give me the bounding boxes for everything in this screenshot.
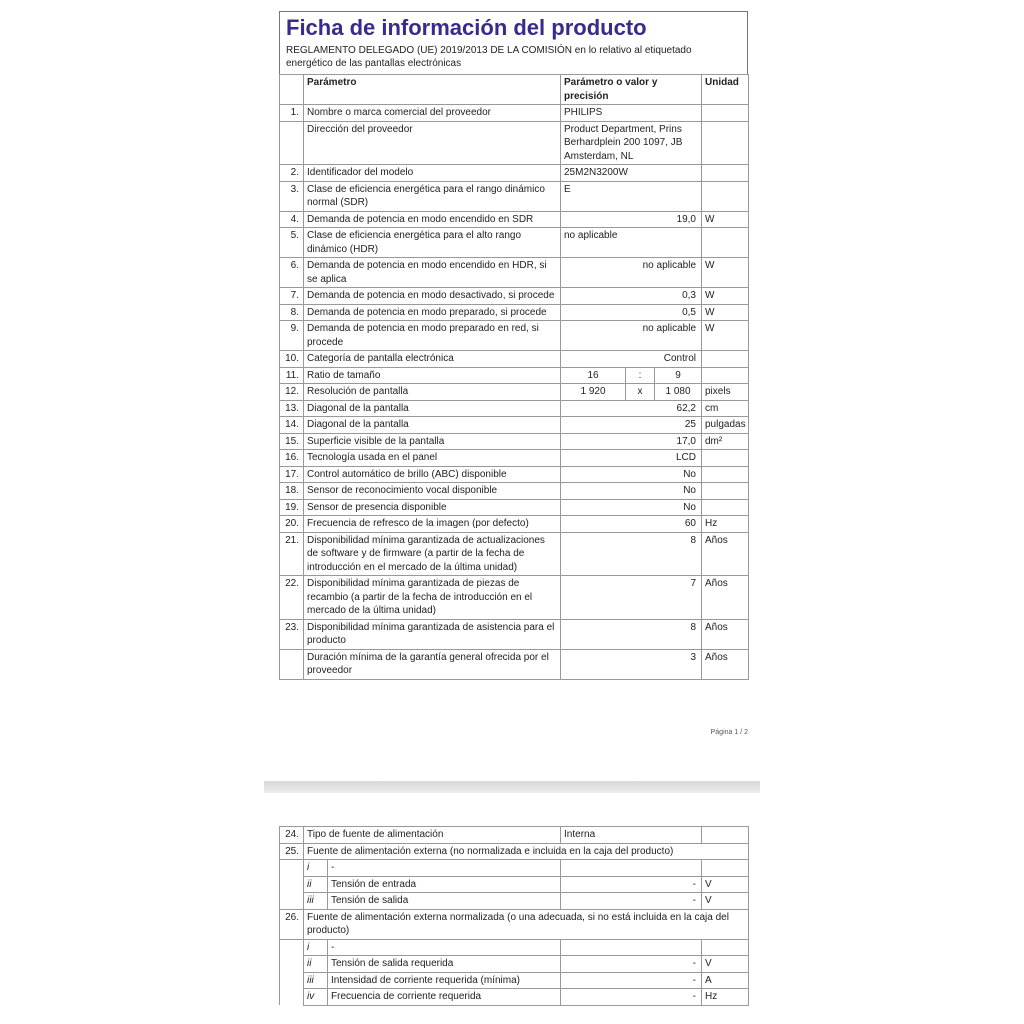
row-number: 16. [280,450,304,467]
table-row [280,466,749,483]
table-row [280,367,749,384]
row-parameter: Nombre o marca comercial del proveedor [304,105,561,122]
table-row [280,321,749,351]
row-unit: pixels [702,384,749,401]
row-unit: Años [702,532,749,576]
row-unit: Años [702,576,749,620]
table-row [280,576,749,620]
table-row [280,105,749,122]
row-parameter: Categoría de pantalla electrónica [304,351,561,368]
row-unit: W [702,321,749,351]
row-value: 0,3 [561,288,702,305]
row-number: 2. [280,165,304,182]
product-info-page-1 [279,11,748,736]
row-number: 9. [280,321,304,351]
row-value: No [561,483,702,500]
table-row [280,417,749,434]
resolution-value: 1 920 x 1 080 [561,384,702,401]
row-unit: Hz [702,516,749,533]
product-info-page-2 [279,826,748,1006]
row-number: 14. [280,417,304,434]
row-unit [702,165,749,182]
row-number [280,121,304,165]
row-parameter: Disponibilidad mínima garantizada de piezas de recambio (a partir de la fecha de introducción en el mercado de la última unidad) [304,576,561,620]
row-number: 20. [280,516,304,533]
row-parameter: Demanda de potencia en modo preparado, si procede [304,304,561,321]
row-value: 8 [561,532,702,576]
sub-row: iii Intensidad de corriente requerida (mínima) - A [280,972,749,989]
table-row: 25. Fuente de alimentación externa (no normalizada e incluida en la caja del producto) [280,843,749,860]
row-value: No [561,466,702,483]
header-unit: Unidad [702,75,749,105]
table-row [280,483,749,500]
row-unit [702,367,749,384]
sub-row: iii Tensión de salida - V [280,893,749,910]
row-unit [702,181,749,211]
row-number: 22. [280,576,304,620]
row-unit: W [702,304,749,321]
row-number: 10. [280,351,304,368]
row-unit [702,121,749,165]
row-parameter: Frecuencia de refresco de la imagen (por defecto) [304,516,561,533]
row-value: no aplicable [561,321,702,351]
row-value: 3 [561,649,702,679]
row-parameter: Demanda de potencia en modo encendido en HDR, si se aplica [304,258,561,288]
row-unit: W [702,288,749,305]
row-value: 25 [561,417,702,434]
row-value: 8 [561,619,702,649]
row-unit: pulgadas [702,417,749,434]
table-row [280,211,749,228]
table-row: 24. Tipo de fuente de alimentación Interna [280,827,749,844]
row-number: 15. [280,433,304,450]
row-unit: Años [702,649,749,679]
row-number [280,649,304,679]
row-number: 18. [280,483,304,500]
row-parameter: Identificador del modelo [304,165,561,182]
row-parameter: Diagonal de la pantalla [304,417,561,434]
row-unit [702,483,749,500]
row-number: 21. [280,532,304,576]
row-unit: W [702,258,749,288]
sub-row: iv Frecuencia de corriente requerida - Hz [280,989,749,1006]
row-unit: cm [702,400,749,417]
row-parameter: Disponibilidad mínima garantizada de actualizaciones de software y de firmware (a partir de la fecha de introducción en el mercado de la última unidad) [304,532,561,576]
row-parameter: Sensor de reconocimiento vocal disponible [304,483,561,500]
ratio-value: 16 : 9 [561,367,702,384]
row-number: 17. [280,466,304,483]
table-row [280,304,749,321]
page-separator [264,781,760,793]
row-parameter: Disponibilidad mínima garantizada de asistencia para el producto [304,619,561,649]
title-box [279,11,748,74]
table-row [280,228,749,258]
row-value: 19,0 [561,211,702,228]
sub-row: i - [280,860,749,877]
row-parameter: Resolución de pantalla [304,384,561,401]
row-value: PHILIPS [561,105,702,122]
sub-row: i - [280,939,749,956]
row-number: 5. [280,228,304,258]
table-row [280,258,749,288]
table-row: 26. Fuente de alimentación externa normalizada (o una adecuada, si no está incluida en la caja del producto) [280,909,749,939]
row-number: 23. [280,619,304,649]
row-unit [702,228,749,258]
row-number: 19. [280,499,304,516]
row-parameter: Demanda de potencia en modo preparado en red, si procede [304,321,561,351]
power-supply-table [279,826,749,1006]
row-unit [702,351,749,368]
row-unit [702,499,749,516]
row-number: 12. [280,384,304,401]
row-unit: Años [702,619,749,649]
table-row [280,400,749,417]
row-value: 25M2N3200W [561,165,702,182]
row-parameter: Demanda de potencia en modo encendido en SDR [304,211,561,228]
product-info-table [279,74,749,680]
row-value: no aplicable [561,228,702,258]
header-param: Parámetro [304,75,561,105]
row-number: 7. [280,288,304,305]
table-row [280,532,749,576]
page-number: Página 1 / 2 [710,729,748,736]
table-row [280,121,749,165]
row-unit [702,105,749,122]
row-number: 4. [280,211,304,228]
table-row [280,516,749,533]
row-parameter: Ratio de tamaño [304,367,561,384]
table-row [280,165,749,182]
table-row [280,384,749,401]
row-number: 6. [280,258,304,288]
table-row [280,351,749,368]
table-row [280,288,749,305]
row-parameter: Sensor de presencia disponible [304,499,561,516]
row-value: Product Department, Prins Berhardplein 200 1097, JB Amsterdam, NL [561,121,702,165]
row-parameter: Demanda de potencia en modo desactivado, si procede [304,288,561,305]
row-value: 0,5 [561,304,702,321]
row-parameter: Duración mínima de la garantía general ofrecida por el proveedor [304,649,561,679]
row-parameter: Diagonal de la pantalla [304,400,561,417]
row-value: 7 [561,576,702,620]
row-number: 3. [280,181,304,211]
row-parameter: Tecnología usada en el panel [304,450,561,467]
header-value: Parámetro o valor y precisión [561,75,702,105]
row-number: 13. [280,400,304,417]
row-unit [702,466,749,483]
row-value: 17,0 [561,433,702,450]
table-row [280,649,749,679]
row-value: 62,2 [561,400,702,417]
row-parameter: Clase de eficiencia energética para el rango dinámico normal (SDR) [304,181,561,211]
row-unit: W [702,211,749,228]
table-row [280,181,749,211]
table-row [280,499,749,516]
row-value: 60 [561,516,702,533]
row-unit [702,450,749,467]
row-parameter: Control automático de brillo (ABC) disponible [304,466,561,483]
row-value: LCD [561,450,702,467]
row-number: 8. [280,304,304,321]
sub-row: ii Tensión de entrada - V [280,876,749,893]
row-parameter: Clase de eficiencia energética para el alto rango dinámico (HDR) [304,228,561,258]
row-number: 11. [280,367,304,384]
row-value: E [561,181,702,211]
row-value: no aplicable [561,258,702,288]
row-unit: dm² [702,433,749,450]
page-title: Ficha de información del producto [286,15,647,40]
row-parameter: Dirección del proveedor [304,121,561,165]
row-number: 1. [280,105,304,122]
row-parameter: Superficie visible de la pantalla [304,433,561,450]
table-row [280,450,749,467]
table-row [280,433,749,450]
row-value: No [561,499,702,516]
sub-row: ii Tensión de salida requerida - V [280,956,749,973]
row-value: Control [561,351,702,368]
table-row [280,619,749,649]
regulation-text: REGLAMENTO DELEGADO (UE) 2019/2013 DE LA COMISIÓN en lo relativo al etiquetado energético de las pantallas electrónicas [286,45,692,69]
